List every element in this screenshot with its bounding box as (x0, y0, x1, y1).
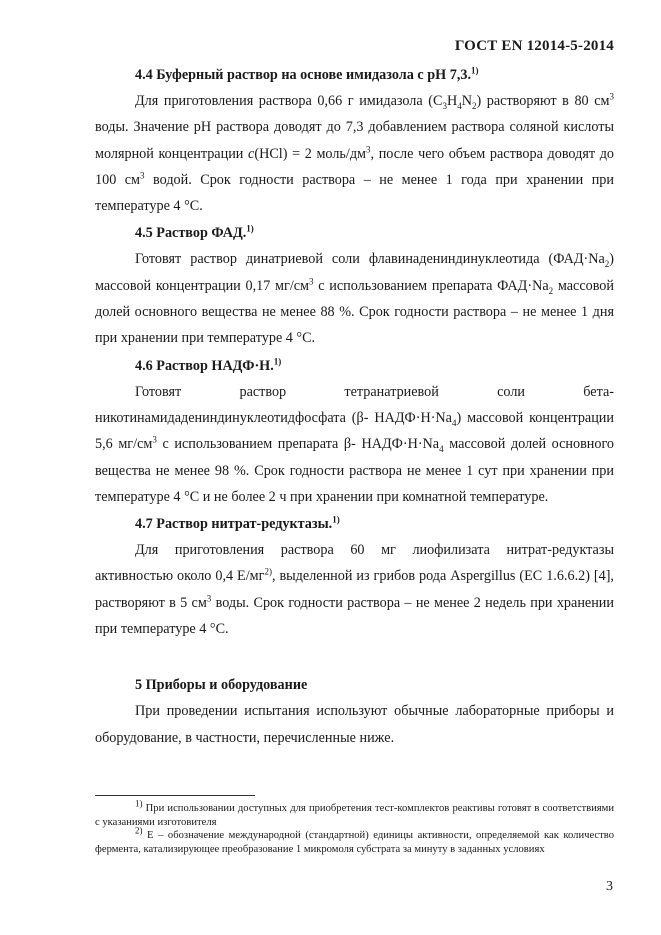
section-4-4-title: 4.4 Буферный раствор на основе имидазола с рН 7,3.$^{1)}$ (135, 65, 479, 83)
main-content (95, 62, 614, 751)
section-4-6-title: 4.6 Раствор НАДФ·Н.$^{1)}$ (135, 355, 282, 374)
footnotes (95, 795, 614, 856)
section-4-5-paragraph: Готовят раствор динатриевой соли флавинадениндинуклеотида $(ФАД\cdot Na_2)$ массовой концентрации 0,17 $мг/см^3$ с использованием препарата $ФАД\cdot Na_2$ массовой долей основного вещества не менее 88 %. Срок годности раствора – не менее 1 дня при хранении при температуре 4 °C. (95, 251, 614, 347)
footnote-2: $^{2)}$ Е – обозначение международной (стандартной) единицы активности, определяемой как количество фермента, катализирующее преобразование 1 микромоля субстрата за минуту в заданных условиях (95, 825, 614, 855)
section-5-paragraph: При проведении испытания используют обычные лабораторные приборы и оборудование, в частности, перечисленные ниже. (95, 703, 614, 746)
section-4-4-paragraph: Для приготовления раствора 0,66 г имидазола $(C_3H_4N_2)$ растворяют в 80 $см^3$ воды. Значение pH раствора доводят до 7,3 добавлением раствора соляной кислоты молярной концентрации c(HCl) = 2 моль/$дм^3$, после чего объем раствора доводят до 100 $см^3$ водой. Срок годности раствора – не менее 1 года при хранении при температуре 4 °C. (95, 91, 615, 215)
section-4-5-title: 4.5 Раствор ФАД.$^{1)}$ (135, 223, 254, 242)
section-4-7-title: 4.7 Раствор нитрат-редуктазы.$^{1)}$ (135, 514, 340, 533)
section-4-7-paragraph: Для приготовления раствора 60 мг лиофилизата нитрат-редуктазы активностью около 0,4 $Е/мг^{2)}$, выделенной из грибов рода Aspergillus (EC 1.6.6.2) [4], растворяют в 5 $см^3$ воды. Срок годности раствора – не менее 2 недель при хранении при температуре 4 °C. (95, 542, 614, 638)
page-number: 3 (606, 879, 613, 894)
footnote-1: $^{1)}$ При использовании доступных для приобретения тест-комплектов реактивы готовят в соответствиями с указаниями изготовителя (95, 798, 614, 828)
footnote-divider (95, 795, 255, 796)
standard-code-header: ГОСТ EN 12014-5-2014 (454, 38, 614, 54)
section-4-6-paragraph: Готовят раствор тетранатриевой соли бета-никотинамидадениндинуклеотидфосфата (β- $НАДФ\cdot Н\cdot Na_4$) массовой концентрации 5,6 $мг/см^3$ с использованием препарата β- $НАДФ\cdot Н\cdot Na_4$ массовой долей основного вещества не менее 98 %. Срок годности раствора не менее 1 сут при хранении при температуре 4 °C и не более 2 ч при хранении при комнатной температуре. (95, 383, 615, 505)
section-5-title: 5 Приборы и оборудование (135, 677, 308, 694)
